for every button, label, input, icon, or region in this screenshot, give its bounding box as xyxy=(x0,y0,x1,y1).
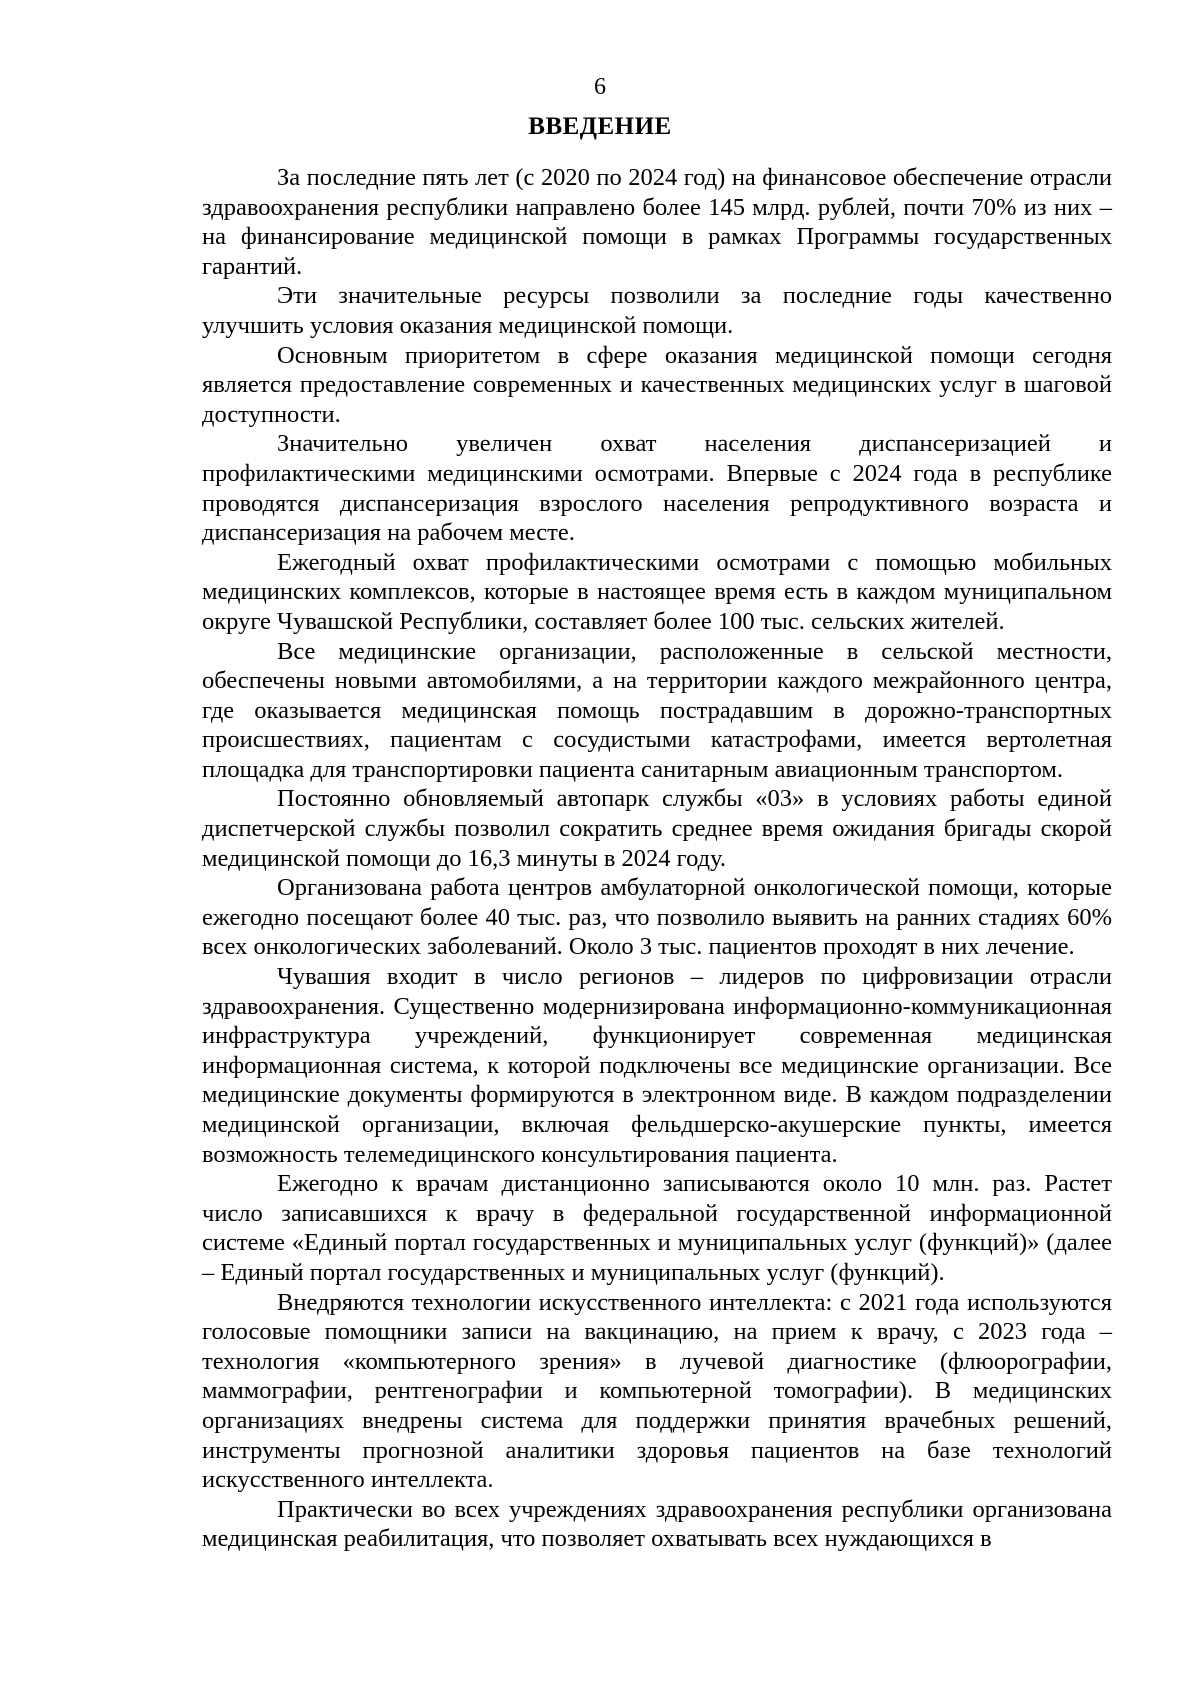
paragraph: За последние пять лет (с 2020 по 2024 год) на финансовое обеспечение отрасли здравоохранения республики направлено более 145 млрд. рублей, почти 70% из них – на финансирование медицинской помощи в рамках Программы государственных гарантий. xyxy=(202,164,1112,280)
body-text xyxy=(202,163,1112,1554)
paragraph: Внедряются технологии искусственного интеллекта: с 2021 года используются голосовые помощники записи на вакцинацию, на прием к врачу, с 2023 года – технология «компьютерного зрения» в лучевой диагностике (флюорографии, маммографии, рентгенографии и компьютерной томографии). В медицинских организациях внедрены система для поддержки принятия врачебных решений, инструменты прогнозной аналитики здоровья пациентов на базе технологий искусственного интеллекта. xyxy=(202,1288,1112,1494)
paragraph: Эти значительные ресурсы позволили за последние годы качественно улучшить условия оказания медицинской помощи. xyxy=(202,282,1112,339)
paragraph: Организована работа центров амбулаторной онкологической помощи, которые ежегодно посещают более 40 тыс. раз, что позволило выявить на ранних стадиях 60% всех онкологических заболеваний. Около 3 тыс. пациентов проходят в них лечение. xyxy=(202,874,1112,961)
section-heading: ВВЕДЕНИЕ xyxy=(528,113,672,140)
page-number: 6 xyxy=(594,74,606,100)
paragraph: Чувашия входит в число регионов – лидеров по цифровизации отрасли здравоохранения. Существенно модернизирована информационно-коммуникационная инфраструктура учреждений, функционирует современная медицинская информационная система, к которой подключены все медицинские организации. Все медицинские документы формируются в электронном виде. В каждом подразделении медицинской организации, включая фельдшерско-акушерские пункты, имеется возможность телемедицинского консультирования пациента. xyxy=(202,963,1112,1168)
paragraph: Практически во всех учреждениях здравоохранения республики организована медицинская реабилитация, что позволяет охватывать всех нуждающихся в xyxy=(202,1495,1112,1553)
paragraph: Все медицинские организации, расположенные в сельской местности, обеспечены новыми автомобилями, а на территории каждого межрайонного центра, где оказывается медицинская помощь пострадавшим в дорожно-транспортных происшествиях, пациентам с сосудистыми катастрофами, имеется вертолетная площадка для транспортировки пациента санитарным авиационным транспортом. xyxy=(202,637,1112,783)
paragraph: Значительно увеличен охват населения диспансеризацией и профилактическими медицинскими осмотрами. Впервые с 2024 года в республике проводятся диспансеризация взрослого населения репродуктивного возраста и диспансеризация на рабочем месте. xyxy=(202,430,1112,547)
paragraph: Основным приоритетом в сфере оказания медицинской помощи сегодня является предоставление современных и качественных медицинских услуг в шаговой доступности. xyxy=(202,341,1112,428)
paragraph: Постоянно обновляемый автопарк службы «03» в условиях работы единой диспетчерской службы позволил сократить среднее время ожидания бригады скорой медицинской помощи до 16,3 минуты в 2024 году. xyxy=(202,785,1112,872)
paragraph: Ежегодный охват профилактическими осмотрами с помощью мобильных медицинских комплексов, которые в настоящее время есть в каждом муниципальном округе Чувашской Республики, составляет более 100 тыс. сельских жителей. xyxy=(202,548,1112,635)
paragraph: Ежегодно к врачам дистанционно записываются около 10 млн. раз. Растет число записавшихся к врачу в федеральной государственной информационной системе «Единый портал государственных и муниципальных услуг (функций)» (далее – Единый портал государственных и муниципальных услуг (функций). xyxy=(202,1170,1112,1286)
